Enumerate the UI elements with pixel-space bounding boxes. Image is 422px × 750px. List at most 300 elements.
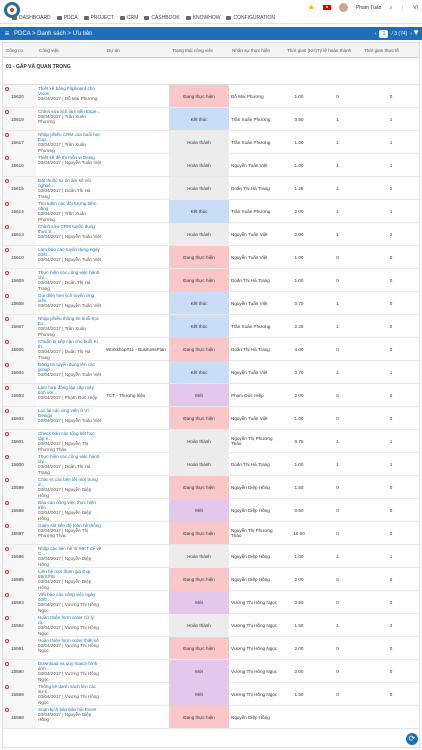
task-title-link[interactable]: Viết báo cáo công việc ngày 03/0... — [38, 592, 96, 603]
status-checkbox[interactable] — [5, 133, 9, 137]
status-badge: Kết thúc — [169, 292, 229, 314]
planned-hours: 0.50 — [294, 507, 304, 513]
table-row[interactable] — [3, 200, 419, 223]
table-row[interactable] — [3, 568, 419, 591]
table-row[interactable] — [3, 614, 419, 637]
planned-hours: 10.00 — [293, 530, 305, 536]
task-title-link[interactable]: Nhập phiếu CRM của buổi học Exp... — [38, 132, 101, 143]
task-title-link[interactable]: Soạn kịch bản bán hội Event — [38, 707, 97, 712]
table-row[interactable] — [3, 85, 419, 108]
task-meta: 03/04/2017 | Doãn Thị Hà Trang — [38, 464, 91, 475]
status-checkbox[interactable] — [5, 639, 9, 643]
status-checkbox[interactable] — [5, 501, 9, 505]
task-owner: Đỗ Mai Phương — [231, 93, 264, 99]
completion-rate — [314, 706, 361, 728]
nav-item-pdca[interactable] — [57, 15, 78, 21]
status-checkbox[interactable] — [5, 225, 9, 229]
task-id — [3, 545, 36, 568]
status-checkbox[interactable] — [5, 202, 9, 206]
task-title-link[interactable]: Giám sát tiến độ toàn hệ thống — [38, 523, 101, 528]
completion-rate: 0 — [336, 645, 339, 651]
task-cell — [36, 637, 104, 659]
status-checkbox[interactable] — [5, 455, 9, 459]
task-title-link[interactable]: Liên hệ mời tham gia Exp 59/SPIS — [38, 569, 91, 580]
planned-hours: 1.00 — [294, 254, 304, 260]
completion-rate: 1 — [336, 116, 339, 122]
column-header[interactable]: Dự án — [107, 47, 120, 53]
table-row[interactable] — [3, 706, 419, 729]
star-icon[interactable]: ★ — [307, 3, 315, 12]
table-row[interactable] — [3, 315, 419, 338]
task-meta: 03/04/2017 | Vương Thị Hồng Ngọc — [38, 694, 99, 705]
task-title-link[interactable]: Thiết kế đề thi môn vi Desig — [38, 155, 95, 160]
task-meta: 03/04/2017 | Trần Xuân Phương — [38, 114, 86, 125]
table-row[interactable] — [3, 637, 419, 660]
task-project — [104, 683, 169, 706]
task-cell — [36, 85, 104, 107]
table-row[interactable] — [3, 108, 419, 131]
completion-rate: 0 — [336, 392, 339, 398]
status-checkbox[interactable] — [5, 317, 9, 321]
table-header — [3, 43, 419, 58]
status-checkbox[interactable] — [5, 386, 9, 390]
task-cell — [36, 108, 104, 130]
planned-hours: 0.50 — [294, 599, 304, 605]
task-title-link[interactable]: Báo cáo công việc thực hiện trên... — [38, 500, 96, 511]
status-badge: Hoàn thành — [169, 131, 229, 154]
task-project — [104, 361, 169, 383]
nav-item-project[interactable] — [84, 15, 114, 21]
status-checkbox[interactable] — [5, 248, 9, 252]
status-badge: Hoàn thành — [169, 154, 229, 176]
table-row[interactable] — [3, 545, 419, 568]
search-icon[interactable]: ⌕ — [389, 4, 393, 11]
task-cell — [36, 591, 104, 614]
table-row[interactable] — [3, 522, 419, 545]
bulb-icon — [186, 16, 191, 20]
task-id — [3, 338, 36, 361]
planned-hours: 1.00 — [294, 93, 304, 99]
task-title-link[interactable]: Thực hiện các công việc hành chí... — [38, 270, 100, 281]
completion-rate: 1 — [336, 231, 339, 237]
task-cell — [36, 568, 104, 591]
nav-item-dashboard[interactable] — [12, 15, 51, 21]
actual-hours: 1 — [389, 553, 393, 559]
status-checkbox[interactable] — [5, 294, 9, 298]
task-meta: 03/04/2017 | Nguyễn Diệp Hồng — [38, 712, 92, 723]
table-row[interactable] — [3, 154, 419, 177]
task-id-text: 15596 — [11, 553, 24, 559]
refresh-button[interactable]: ⟳ — [406, 733, 418, 745]
task-title-link[interactable]: Download và quy hoạch hình ảnh ... — [38, 661, 98, 672]
task-id-text: 15597 — [11, 530, 24, 536]
task-id — [3, 292, 36, 314]
task-id-text: 15610 — [11, 254, 24, 260]
completion-rate: 0 — [336, 415, 339, 421]
actual-hours: 0 — [389, 346, 393, 352]
task-id — [3, 246, 36, 268]
task-meta: 03/04/2017 | Nguyễn Tuấn Việt — [38, 372, 102, 378]
task-id — [3, 269, 36, 292]
status-checkbox[interactable] — [5, 363, 9, 367]
planned-hours: 0.70 — [294, 369, 304, 375]
task-title-link[interactable]: Đặt thuốc từ tìn âm số với nghuê... — [38, 178, 92, 189]
nav-item-knowhow[interactable] — [186, 15, 221, 21]
actual-hours: 2 — [389, 231, 393, 237]
task-owner: Nguyễn Diệp Hồng — [231, 576, 270, 582]
task-meta: 03/04/2017 | Nguyễn Thị Phương Thảo — [38, 528, 89, 539]
status-checkbox[interactable] — [5, 685, 9, 689]
prev-page-icon[interactable]: ‹ — [374, 30, 377, 37]
task-owner: Nguyễn Tuấn Việt — [231, 162, 268, 168]
task-id-text: 15616 — [11, 162, 24, 168]
table-row[interactable] — [3, 223, 419, 246]
task-project — [104, 315, 169, 338]
completion-rate: 0 — [336, 277, 339, 283]
task-project — [104, 499, 169, 522]
table-body — [3, 85, 419, 729]
status-badge: Đang thực hiện — [169, 269, 229, 292]
task-owner: Nguyễn Tuấn Việt — [231, 254, 268, 260]
task-title-link[interactable]: Nhập các liên hệ từ MKT để về C... — [38, 546, 102, 557]
status-checkbox[interactable] — [5, 662, 9, 666]
task-id — [3, 361, 36, 383]
breadcrumb-bar — [0, 27, 422, 40]
nav-item-label: DASHBOARD — [19, 15, 51, 21]
column-header[interactable]: Công việc — [39, 47, 60, 53]
task-meta: 03/04/2017 | Phạm Đức Hiệp — [38, 395, 98, 401]
task-owner: Nguyễn Tuấn Việt — [231, 369, 268, 375]
status-checkbox[interactable] — [5, 156, 9, 160]
status-badge: Hoàn thành — [169, 177, 229, 200]
actual-hours: 0 — [389, 300, 393, 306]
status-badge: Đang thực hiện — [169, 706, 229, 728]
actual-hours: 0 — [389, 668, 393, 674]
task-title-link[interactable]: Thống kê danh sách lớn các sự k... — [38, 684, 96, 695]
planned-hours: 1.50 — [294, 622, 304, 628]
completion-rate: 0 — [336, 484, 339, 490]
task-id-text: 15590 — [11, 668, 24, 674]
task-cell — [36, 269, 104, 292]
status-checkbox[interactable] — [5, 524, 9, 528]
planned-hours: 2.00 — [294, 208, 304, 214]
task-project — [104, 246, 169, 268]
completion-rate: 1 — [336, 208, 339, 214]
task-owner: Trần Xuân Phương — [231, 139, 271, 145]
column-header[interactable]: Trạng thái công việc — [172, 47, 214, 53]
status-checkbox[interactable] — [5, 570, 9, 574]
task-owner: Nguyễn Tuấn Việt — [231, 415, 268, 421]
task-project — [104, 407, 169, 429]
completion-rate: 0 — [336, 530, 339, 536]
status-checkbox[interactable] — [5, 340, 9, 344]
task-owner: Vương Thị Hồng Ngọc — [231, 645, 278, 651]
completion-rate: 0 — [336, 93, 339, 99]
actual-hours: 1 — [389, 369, 393, 375]
task-owner: Doãn Thị Hà Trang — [231, 277, 270, 283]
status-checkbox[interactable] — [5, 179, 9, 183]
completion-rate: 1 — [336, 461, 339, 467]
status-checkbox[interactable] — [5, 271, 9, 275]
task-cell — [36, 407, 104, 429]
planned-hours: 1.50 — [294, 484, 304, 490]
task-title-link[interactable]: Chat vs các bên lệt mời trong d... — [38, 477, 98, 488]
task-id-text: 15589 — [11, 691, 24, 697]
next-page-icon[interactable]: › — [410, 30, 412, 37]
actual-hours: 0 — [389, 507, 393, 513]
filter-icon[interactable]: ▼ — [412, 28, 420, 37]
actual-hours: 0 — [389, 691, 393, 697]
status-badge: Mới — [169, 384, 229, 406]
status-badge: Đang thực hiện — [169, 407, 229, 429]
table-row[interactable] — [3, 660, 419, 683]
task-project — [104, 591, 169, 614]
table-row[interactable] — [3, 453, 419, 476]
status-checkbox[interactable] — [5, 616, 9, 620]
table-row[interactable] — [3, 430, 419, 453]
task-title-link[interactable]: Làm hợp đồng lập cấp máy tính với... — [38, 385, 94, 396]
task-title-link[interactable]: Hoàn thiện form order thiết kế — [38, 638, 99, 643]
task-id — [3, 453, 36, 476]
task-id-text: 15620 — [11, 93, 24, 99]
status-badge: Hoàn thành — [169, 545, 229, 568]
planned-hours: 1.00 — [294, 553, 304, 559]
task-id-text: 15599 — [11, 484, 24, 490]
task-id-text: 15604 — [11, 369, 24, 375]
table-row[interactable] — [3, 361, 419, 384]
task-meta: 03/04/2017 | Vương Thị Hồng Ngọc — [38, 602, 99, 613]
nav-item-configuration[interactable] — [226, 15, 275, 21]
task-title-link[interactable]: Chuẩn bị tiếp cận cho buổi Kì th... — [38, 339, 99, 350]
planned-hours: 2.00 — [294, 392, 304, 398]
task-owner: Nguyễn Thị Phương Thảo — [231, 436, 273, 447]
task-meta: 03/04/2017 | Trần Xuân Phương — [38, 326, 86, 337]
planned-hours: 1.00 — [294, 139, 304, 145]
nav-item-label: CONFIGURATION — [233, 15, 276, 21]
status-badge: Đang thực hiện — [169, 476, 229, 499]
task-cell — [36, 292, 104, 314]
task-project — [104, 131, 169, 154]
status-checkbox[interactable] — [5, 409, 9, 413]
avatar[interactable] — [339, 3, 348, 12]
task-cell — [36, 154, 104, 176]
task-meta: 03/04/2017 | Vương Thị Hồng Ngọc — [38, 643, 99, 654]
status-checkbox[interactable] — [5, 87, 9, 91]
nav-item-label: PROJECT — [90, 15, 114, 21]
table-row[interactable] — [3, 292, 419, 315]
task-owner: Nguyễn Diệp Hồng — [231, 714, 270, 720]
user-name[interactable]: Pham Tuấn — [355, 4, 382, 11]
status-checkbox[interactable] — [5, 110, 9, 114]
planned-hours: 1.00 — [294, 162, 304, 168]
task-owner: Nguyễn Tuấn Việt — [231, 231, 268, 237]
planned-hours: 2.00 — [294, 645, 304, 651]
task-id — [3, 591, 36, 614]
task-id — [3, 85, 36, 107]
table-row[interactable] — [3, 269, 419, 292]
task-title-link[interactable]: Chỉnh sửa lịch làm tiền Expe... — [38, 109, 101, 114]
task-id — [3, 131, 36, 154]
task-meta: 03/04/2017 | Nguyễn Tuấn Việt — [38, 160, 102, 166]
task-title-link[interactable]: Tìm kiếm các đối tượng tiềm năng — [38, 201, 97, 212]
completion-rate: 1 — [336, 300, 339, 306]
home-icon — [12, 16, 17, 20]
planned-hours: 1.25 — [294, 185, 304, 191]
task-id-text: 15613 — [11, 231, 24, 237]
task-project — [104, 223, 169, 245]
planned-hours: 1.00 — [294, 277, 304, 283]
chart-icon — [120, 16, 125, 20]
status-checkbox[interactable] — [5, 593, 9, 597]
planned-hours: 2.00 — [294, 231, 304, 237]
task-id-text: 15600 — [11, 461, 24, 467]
planned-hours: 0.75 — [294, 438, 304, 444]
completion-rate: 0 — [336, 576, 339, 582]
column-header[interactable]: Tỷ lệ hoàn thành — [317, 47, 352, 53]
completion-rate: 1 — [336, 622, 339, 628]
completion-rate: 1 — [336, 185, 339, 191]
planned-hours: 0.50 — [294, 116, 304, 122]
actual-hours: 2 — [389, 185, 393, 191]
task-cell — [36, 177, 104, 200]
page-total: / 3 (74) — [391, 30, 408, 37]
planned-hours: 2.25 — [294, 323, 304, 329]
task-title-link[interactable]: Hoàn thiện form order cừ lý rá... — [38, 615, 94, 626]
pagination — [375, 27, 412, 40]
task-id-text: 15588 — [11, 714, 24, 720]
completion-rate: 0 — [336, 599, 339, 605]
table-row[interactable] — [3, 683, 419, 706]
task-project — [104, 522, 169, 544]
task-meta: 03/04/2017 | Doãn Thị Hà Trang — [38, 349, 91, 360]
task-title-link[interactable]: Nhập phiếu thông tin buổi học Ex... — [38, 316, 100, 327]
actual-hours: 1 — [389, 438, 393, 444]
status-checkbox[interactable] — [5, 432, 9, 436]
top-navigation-bar — [0, 0, 422, 24]
task-meta: 03/04/2017 | Nguyễn Tuấn Việt — [38, 418, 102, 424]
planned-hours: 1.00 — [294, 461, 304, 467]
actual-hours: 0 — [389, 392, 393, 398]
table-row[interactable] — [3, 591, 419, 614]
column-header[interactable]: Thời gian thực tế — [364, 47, 399, 53]
status-badge: Hoàn thành — [169, 223, 229, 245]
nav-item-crm[interactable] — [120, 15, 138, 21]
task-cell — [36, 200, 104, 223]
user-area — [308, 3, 418, 12]
task-meta: 03/04/2017 | Nguyễn Tuấn Việt — [38, 234, 102, 240]
status-checkbox[interactable] — [5, 547, 9, 551]
task-cell — [36, 522, 104, 544]
task-cell — [36, 499, 104, 522]
planned-hours: 1.50 — [294, 691, 304, 697]
task-meta: 03/04/2017 | Trần Xuân Phương — [38, 211, 86, 222]
status-badge: Đang thực hiện — [169, 85, 229, 107]
task-cell — [36, 476, 104, 499]
menu-icon[interactable]: ⋮ — [400, 4, 406, 11]
status-checkbox[interactable] — [5, 478, 9, 482]
language-flag[interactable]: VI — [413, 4, 418, 11]
actual-hours: 1 — [389, 139, 393, 145]
table-row[interactable] — [3, 131, 419, 154]
table-row[interactable] — [3, 338, 419, 361]
status-badge: Kết thúc — [169, 361, 229, 383]
task-title-link[interactable]: Lọc lại các ứng viên ở Ví Design — [38, 408, 89, 419]
group-header[interactable]: 01 - GẤP VÀ QUAN TRỌNG — [3, 58, 419, 85]
planned-hours: 2.00 — [294, 668, 304, 674]
status-badge: Mới — [169, 660, 229, 683]
table-row[interactable] — [3, 407, 419, 430]
task-owner: Vương Thị Hồng Ngọc — [231, 691, 278, 697]
task-meta: 03/04/2017 | Đỗ Mai Phương — [38, 96, 98, 102]
task-id-text: 15614 — [11, 208, 24, 214]
task-id-text: 15617 — [11, 139, 24, 145]
task-id-text: 15619 — [11, 116, 24, 122]
task-meta: 03/04/2017 | Nguyễn Diệp Hồng — [38, 556, 92, 567]
task-id-text: 15595 — [11, 576, 24, 582]
task-id — [3, 430, 36, 453]
task-project — [104, 85, 169, 107]
task-project — [104, 200, 169, 223]
task-title-link[interactable]: Đăng tin tuyển dụng lên các group... — [38, 362, 95, 373]
list-icon — [57, 16, 62, 20]
task-id-text: 15601 — [11, 438, 24, 444]
task-id-text: 15607 — [11, 323, 24, 329]
task-title-link[interactable]: Thực hiện các công việc hành chí... — [38, 454, 100, 465]
table-row[interactable] — [3, 499, 419, 522]
current-page-input[interactable]: 1 — [379, 30, 388, 38]
planned-hours: 0.70 — [294, 300, 304, 306]
task-owner: Nguyễn Diệp Hồng — [231, 507, 270, 513]
task-meta: 03/04/2017 | Doãn Thị Hà Trang — [38, 280, 91, 291]
task-owner: Vương Thị Hồng Ngọc — [231, 622, 278, 628]
task-owner: Doãn Thị Hà Trang — [231, 185, 270, 191]
task-id — [3, 614, 36, 637]
table-row[interactable] — [3, 384, 419, 407]
column-header[interactable]: Công cụ — [6, 47, 24, 53]
hamburger-icon[interactable]: ≡ — [4, 29, 10, 38]
task-cell — [36, 361, 104, 383]
nav-item-cashbook[interactable] — [144, 15, 179, 21]
gear-icon — [226, 16, 231, 20]
flag-icon[interactable] — [323, 5, 331, 10]
task-title-link[interactable]: Check bảo các tổng kết học tập e... — [38, 431, 95, 442]
task-project — [104, 269, 169, 292]
column-header[interactable]: Nhân sự thực hiện — [232, 47, 271, 53]
table-row[interactable] — [3, 476, 419, 499]
task-title-link[interactable]: Chỉnh sửa CRM tuyển dụng thực tr... — [38, 224, 95, 235]
task-id — [3, 568, 36, 591]
task-cell — [36, 384, 104, 406]
completion-rate: 1 — [336, 553, 339, 559]
table-row[interactable] — [3, 246, 419, 269]
task-owner: Vương Thị Hồng Ngọc — [231, 599, 278, 605]
task-title-link[interactable]: Làm báo cáo tuyển dụng ngày 03/0... — [38, 247, 100, 258]
completion-rate: 1 — [336, 323, 339, 329]
task-title-link[interactable]: Gọi điện hẹn lịch tuyển ứng viên — [38, 293, 95, 304]
task-title-link[interactable]: Thiết kế bảng Flipboard cho Vicon — [38, 86, 95, 97]
column-header[interactable]: Thời gian (KH) — [287, 47, 318, 53]
task-id — [3, 499, 36, 522]
task-owner: Doãn Thị Hà Trang — [231, 346, 270, 352]
status-checkbox[interactable] — [5, 708, 9, 712]
status-badge: Kết thúc — [169, 315, 229, 338]
task-cell — [36, 453, 104, 476]
status-badge: Đang thực hiện — [169, 637, 229, 659]
table-row[interactable] — [3, 177, 419, 200]
task-id — [3, 384, 36, 406]
task-project — [104, 453, 169, 476]
task-cell — [36, 545, 104, 568]
